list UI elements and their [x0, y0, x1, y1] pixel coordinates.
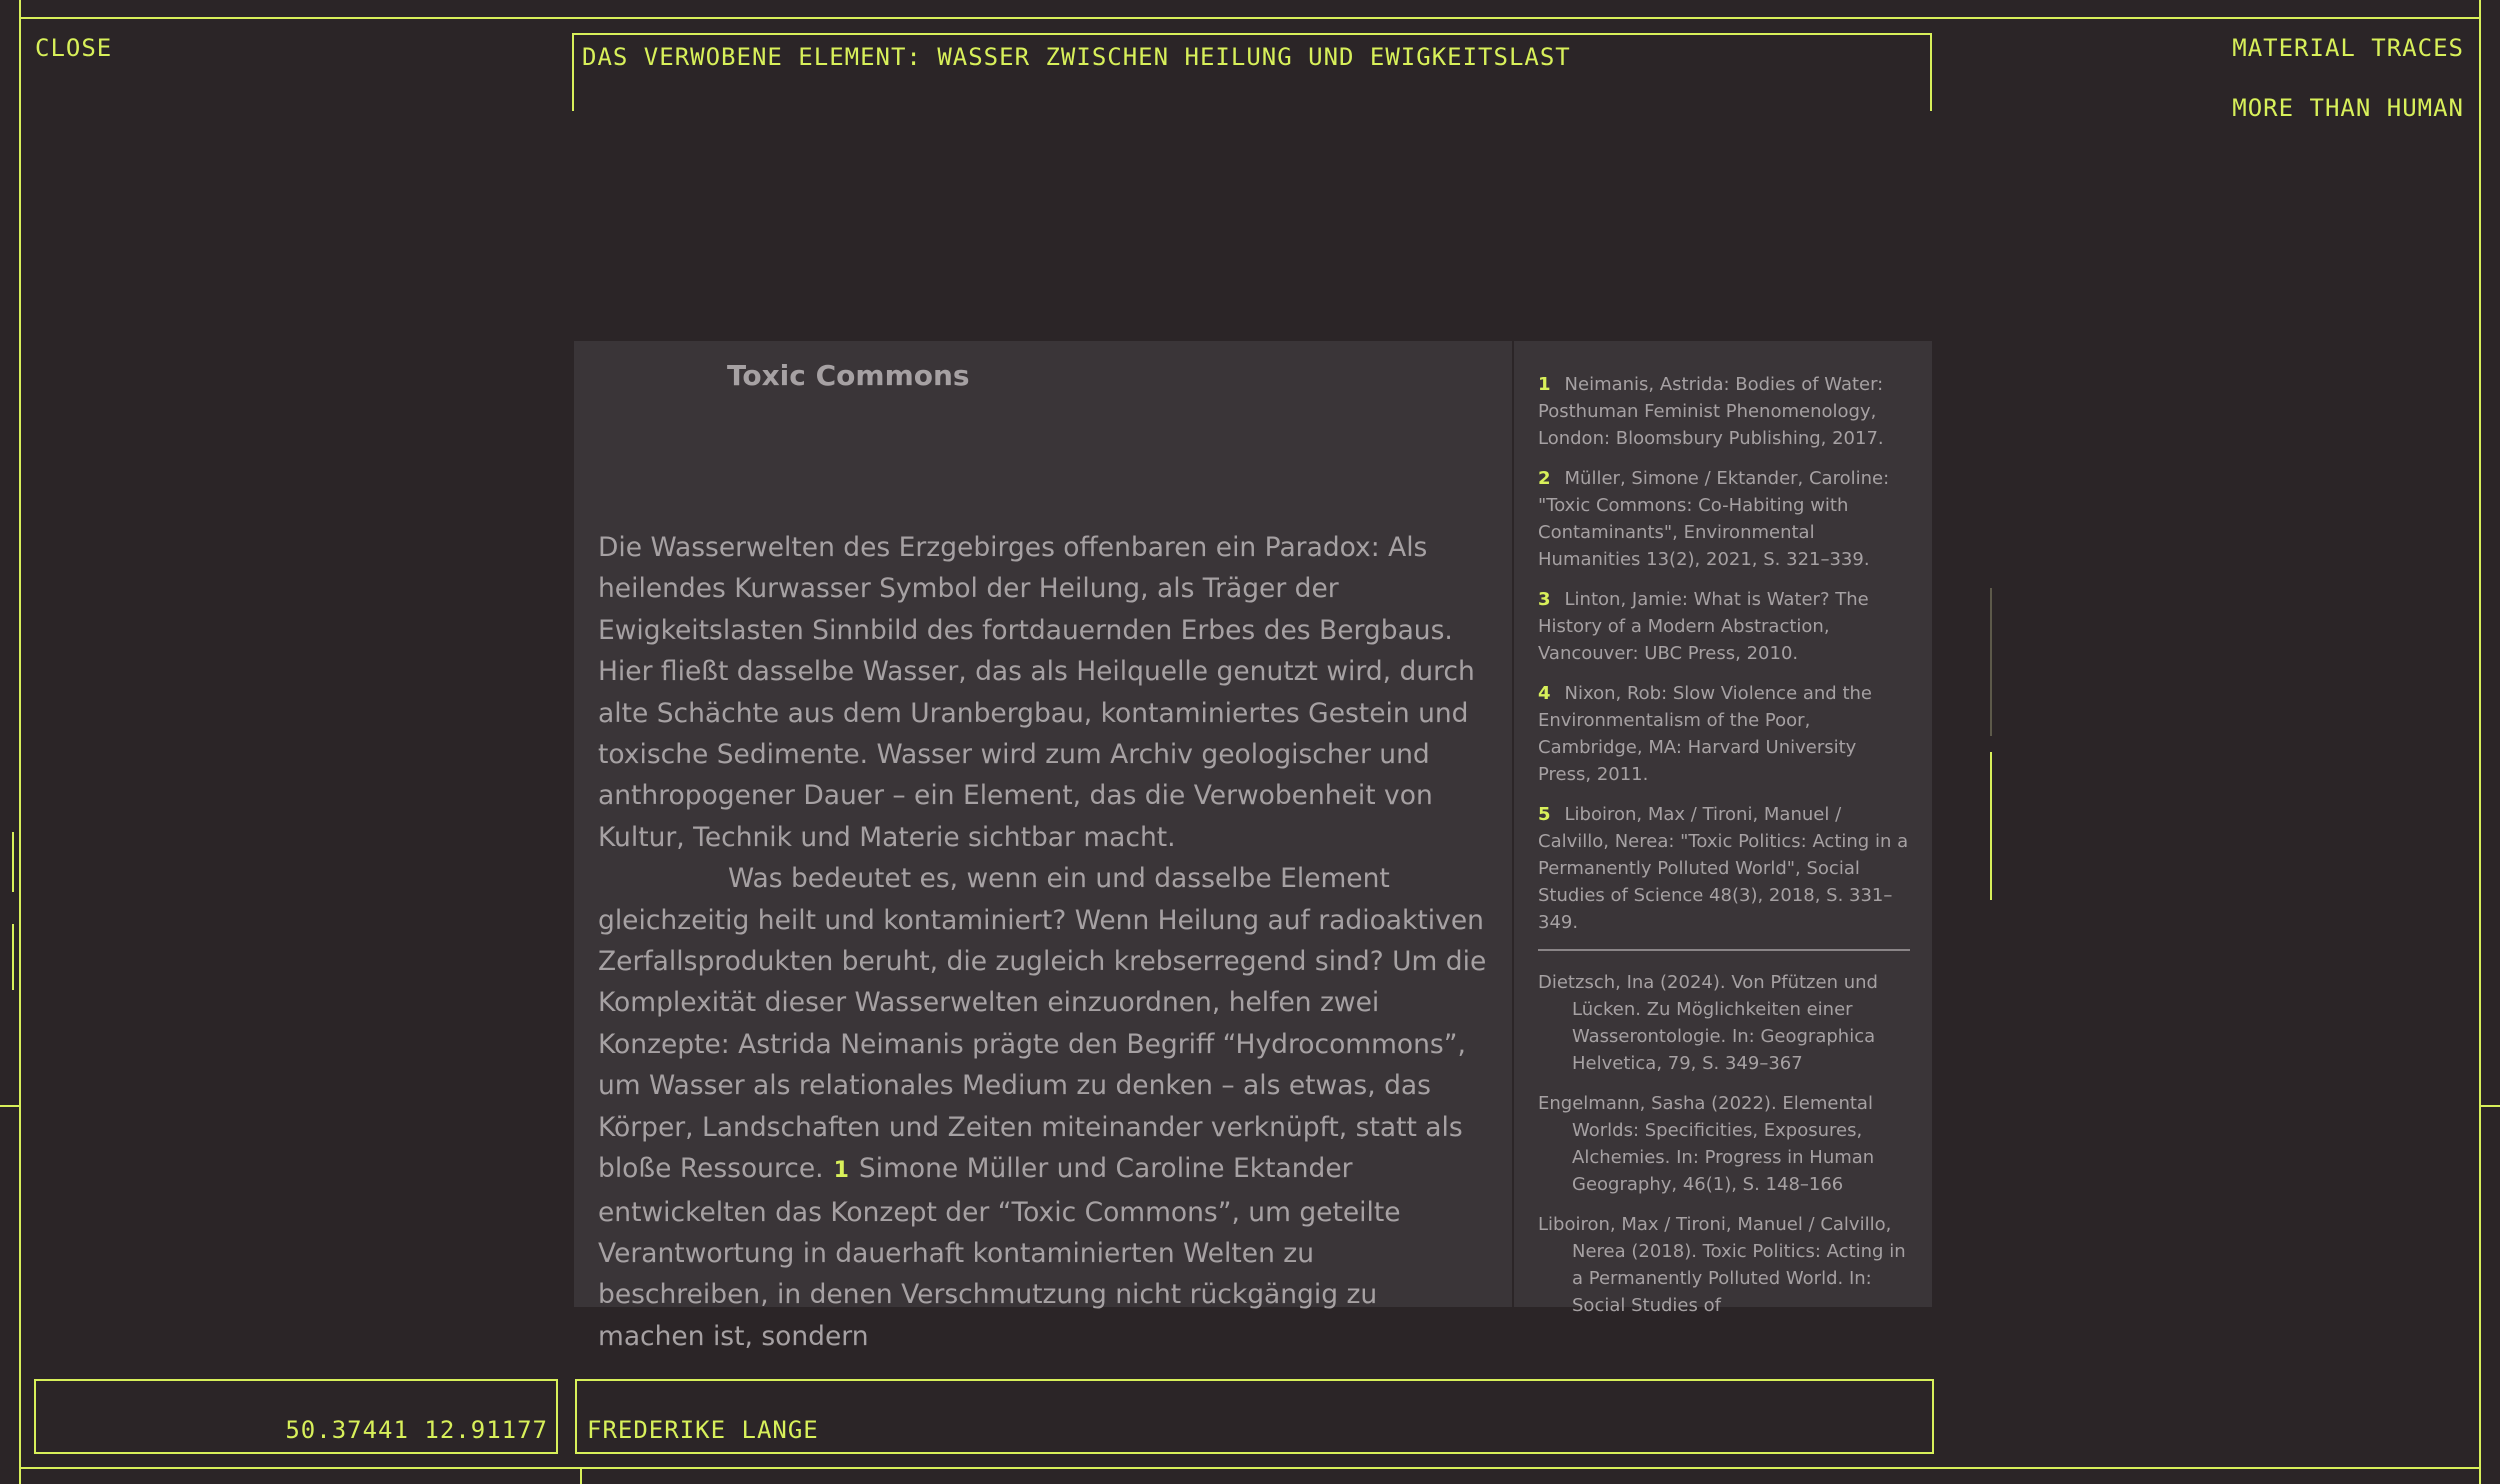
coordinates-readout: 50.37441 12.91177: [285, 1416, 548, 1444]
material-traces-link[interactable]: MATERIAL TRACES: [2232, 34, 2464, 62]
footnote-text: Neimanis, Astrida: Bodies of Water: Posthuman Feminist Phenomenology, London: Bloomsbury Publishing, 2017.: [1538, 374, 1884, 449]
footnote-item: [1538, 801, 1910, 936]
article-paragraph: [598, 858, 1488, 1357]
footnote-text: Müller, Simone / Ektander, Caroline: "Toxic Commons: Co-Habiting with Contaminants", Environmental Humanities 13(2), 2021, S. 321–339.: [1538, 468, 1890, 570]
frame-line-top: [20, 17, 2480, 19]
side-marker-left-2: [12, 924, 14, 990]
frame-line-bottom: [20, 1467, 2480, 1469]
scroll-indicator-track[interactable]: [1990, 588, 1992, 736]
bibliography-entry: Liboiron, Max / Tironi, Manuel / Calvillo, Nerea (2018). Toxic Politics: Acting in a Permanently Polluted World. In: Social Studies of: [1538, 1214, 1906, 1316]
article-reader[interactable]: [574, 341, 1932, 1352]
bibliography-entry: Dietzsch, Ina (2024). Von Pfützen und Lücken. Zu Möglichkeiten einer Wasserontologie. In: Geographica Helvetica, 79, S. 349–367: [1538, 972, 1878, 1074]
footnote-number: 2: [1538, 468, 1551, 489]
footnote-text: Linton, Jamie: What is Water? The History of a Modern Abstraction, Vancouver: UBC Press, 2010.: [1538, 589, 1869, 664]
footnote-item: [1538, 586, 1910, 667]
side-marker-left-1: [12, 832, 14, 892]
article-paragraph: Die Wasserwelten des Erzgebirges offenbaren ein Paradox: Als heilendes Kurwasser Symbol der Heilung, als Träger der Ewigkeitslasten Sinnbild des fortdauernden Erbes des Bergbaus. Hier fließt dasselbe Wasser, das als Heilquelle genutzt wird, durch alte Schächte aus dem Uranbergbau, kontaminiertes Gestein und toxische Sedimente. Wasser wird zum Archiv geologischer und anthropogener Dauer – ein Element, das die Verwobenheit von Kultur, Technik und Materie sichtbar macht.: [598, 532, 1475, 853]
author-name: FREDERIKE LANGE: [587, 1416, 819, 1444]
notes-sidebar[interactable]: [1514, 341, 1932, 1316]
coordinates-frame: [34, 1379, 558, 1454]
page-title: DAS VERWOBENE ELEMENT: WASSER ZWISCHEN HEILUNG UND EWIGKEITSLAST: [582, 43, 1571, 71]
frame-line-left: [19, 0, 21, 1484]
article-main-column[interactable]: [574, 341, 1514, 1352]
footnote-text: Liboiron, Max / Tironi, Manuel / Calvillo, Nerea: "Toxic Politics: Acting in a Permanently Polluted World", Social Studies of Science 48(3), 2018, S. 331–349.: [1538, 804, 1909, 933]
footnote-number: 3: [1538, 589, 1551, 610]
footnote-item: [1538, 371, 1910, 452]
frame-tick-right: [2480, 1105, 2500, 1107]
close-button[interactable]: CLOSE: [35, 34, 113, 62]
bibliography-entry: Engelmann, Sasha (2022). Elemental Worlds: Specificities, Exposures, Alchemies. In: Progress in Human Geography, 46(1), S. 148–166: [1538, 1093, 1875, 1195]
article-text: Simone Müller und Caroline Ektander entwickelten das Konzept der “Toxic Commons”, um geteilte Verantwortung in dauerhaft kontaminierten Welten zu beschreiben, in denen Verschmutzung nicht rückgängig zu machen ist, sondern: [598, 1153, 1401, 1352]
scroll-indicator-thumb[interactable]: [1990, 752, 1992, 900]
footnote-text: Nixon, Rob: Slow Violence and the Environmentalism of the Poor, Cambridge, MA: Harvard University Press, 2011.: [1538, 683, 1872, 785]
author-frame: [575, 1379, 1934, 1454]
article-text: Was bedeutet es, wenn ein und dasselbe Element gleichzeitig heilt und kontaminiert? Wenn Heilung auf radioaktiven Zerfallsprodukten beruht, die zugleich krebserregend sind? Um die Komplexität dieser Wasserwelten einzuordnen, helfen zwei Konzepte: Astrida Neimanis prägte den Begriff “Hydrocommons”, um Wasser als relationales Medium zu denken – als etwas, das Körper, Landschaften und Zeiten miteinander verknüpft, statt als bloße Ressource.: [598, 863, 1487, 1185]
more-than-human-link[interactable]: MORE THAN HUMAN: [2232, 94, 2464, 122]
frame-line-right: [2479, 0, 2481, 1484]
footnote-number: 4: [1538, 683, 1551, 704]
footnote-number: 5: [1538, 804, 1551, 825]
frame-tick-left: [0, 1105, 20, 1107]
footnote-reference[interactable]: 1: [833, 1158, 849, 1184]
footnote-item: [1538, 465, 1910, 573]
frame-tick-bottom: [580, 1468, 582, 1484]
footnote-number: 1: [1538, 374, 1551, 395]
article-body: [598, 527, 1488, 1357]
footnote-list: [1538, 371, 1910, 1332]
notes-divider: [1538, 949, 1910, 951]
page-title-frame: [572, 33, 1932, 111]
article-heading: Toxic Commons: [727, 359, 970, 392]
footnote-item: [1538, 680, 1910, 788]
